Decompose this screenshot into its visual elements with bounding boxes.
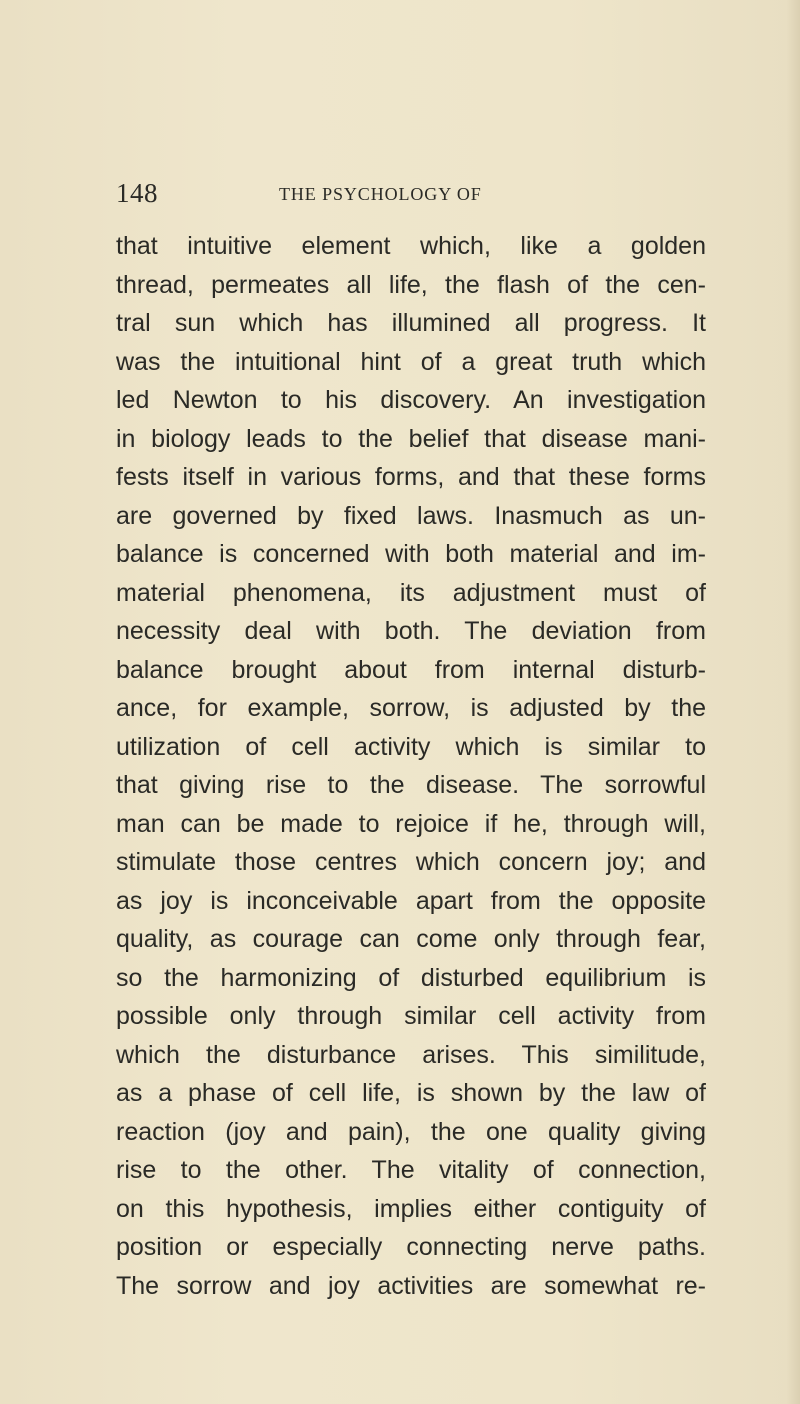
text-line: thread, permeates all life, the flash of the cen- xyxy=(116,270,706,299)
text-line: are governed by fixed laws. Inasmuch as un- xyxy=(116,501,706,530)
running-head xyxy=(108,178,708,208)
text-line: as joy is inconceivable apart from the opposite xyxy=(116,886,706,915)
text-line: as a phase of cell life, is shown by the law of xyxy=(116,1079,706,1107)
text-line: possible only through similar cell activity from xyxy=(116,1002,706,1030)
text-line: which the disturbance arises. This similitude, xyxy=(116,1040,706,1069)
text-line: material phenomena, its adjustment must of xyxy=(116,578,706,607)
text-line: reaction (joy and pain), the one quality giving xyxy=(116,1117,706,1146)
text-line: balance brought about from internal disturb- xyxy=(116,655,706,684)
text-line: led Newton to his discovery. An investigation xyxy=(116,386,706,414)
page-number: 148 xyxy=(116,178,158,208)
text-line: utilization of cell activity which is similar to xyxy=(116,732,706,761)
text-line: that giving rise to the disease. The sorrowful xyxy=(116,771,706,799)
text-line: stimulate those centres which concern joy; and xyxy=(116,848,706,876)
text-line: balance is concerned with both material and im- xyxy=(116,540,706,568)
text-line: position or especially connecting nerve paths. xyxy=(116,1233,706,1261)
text-line: that intuitive element which, like a golden xyxy=(116,232,706,260)
text-line: so the harmonizing of disturbed equilibrium is xyxy=(116,963,706,992)
text-line: ance, for example, sorrow, is adjusted by the xyxy=(116,694,706,722)
text-line: tral sun which has illumined all progress. It xyxy=(116,309,706,337)
body-paragraph xyxy=(116,227,706,1305)
running-title: THE PSYCHOLOGY OF xyxy=(279,184,482,204)
text-line: man can be made to rejoice if he, through will, xyxy=(116,809,706,838)
text-line: necessity deal with both. The deviation from xyxy=(116,617,706,645)
text-line: rise to the other. The vitality of connection, xyxy=(116,1156,706,1184)
text-line: was the intuitional hint of a great truth which xyxy=(116,347,706,376)
page-edge-shadow xyxy=(786,0,800,1404)
text-line: fests itself in various forms, and that these forms xyxy=(116,463,706,491)
text-line: The sorrow and joy activities are somewhat re- xyxy=(116,1271,706,1300)
text-line: in biology leads to the belief that disease mani- xyxy=(116,424,706,453)
text-line: on this hypothesis, implies either contiguity of xyxy=(116,1194,706,1223)
text-line: quality, as courage can come only through fear, xyxy=(116,925,706,953)
